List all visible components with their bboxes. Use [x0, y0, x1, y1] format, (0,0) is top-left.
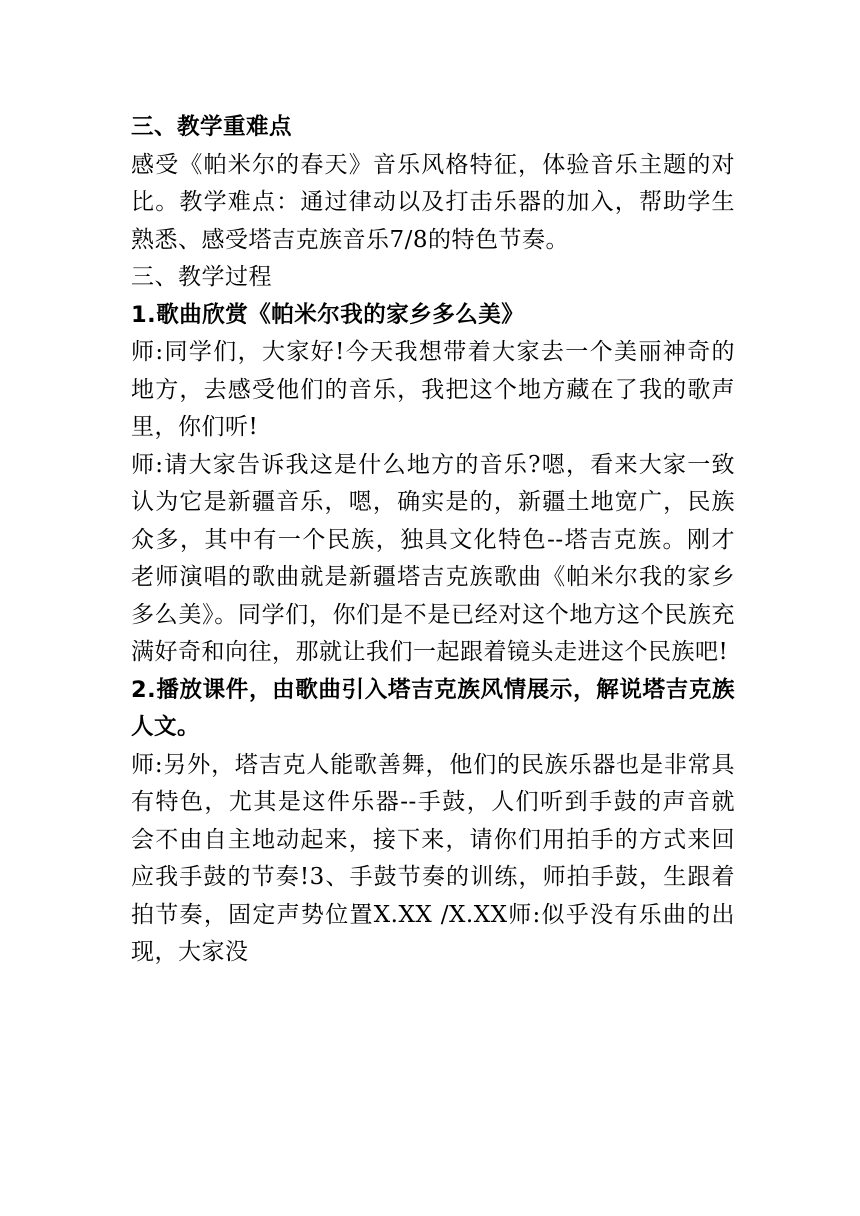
paragraph-key-points: 感受《帕米尔的春天》音乐风格特征，体验音乐主题的对比。教学难点：通过律动以及打击乐器的加入，帮助学生熟悉、感受塔吉克族音乐7/8的特色节奏。	[131, 151, 735, 253]
document-body	[131, 109, 735, 972]
heading-step-1-song-appreciation: 1.歌曲欣赏《帕米尔我的家乡多么美》	[131, 301, 525, 328]
heading-teaching-difficulties: 三、教学重难点	[131, 114, 293, 140]
paragraph-teacher-xinjiang: 师:请大家告诉我这是什么地方的音乐?嗯，看来大家一致认为它是新疆音乐，嗯，确实是的，新疆土地宽广，民族众多，其中有一个民族，独具文化特色--塔吉克族。刚才老师演唱的歌曲就是新疆塔吉克族歌曲《帕米尔我的家乡多么美》。同学们，你们是不是已经对这个地方这个民族充满好奇和向往，那就让我们一起跟着镜头走进这个民族吧!	[131, 451, 735, 665]
paragraph-teacher-hand-drum: 师:另外，塔吉克人能歌善舞，他们的民族乐器也是非常具有特色，尤其是这件乐器--手鼓，人们听到手鼓的声音就会不由自主地动起来，接下来，请你们用拍手的方式来回应我手鼓的节奏!3、手鼓节奏的训练，师拍手鼓，生跟着拍节奏，固定声势位置X.XX /X.XX师:似乎没有乐曲的出现，大家没	[131, 751, 735, 965]
paragraph-teacher-greeting: 师:同学们，大家好!今天我想带着大家去一个美丽神奇的地方，去感受他们的音乐，我把这个地方藏在了我的歌声里，你们听!	[131, 339, 735, 440]
heading-step-2-courseware: 2.播放课件，由歌曲引入塔吉克族风情展示，解说塔吉克族人文。	[131, 676, 735, 740]
heading-teaching-process: 三、教学过程	[131, 264, 272, 290]
